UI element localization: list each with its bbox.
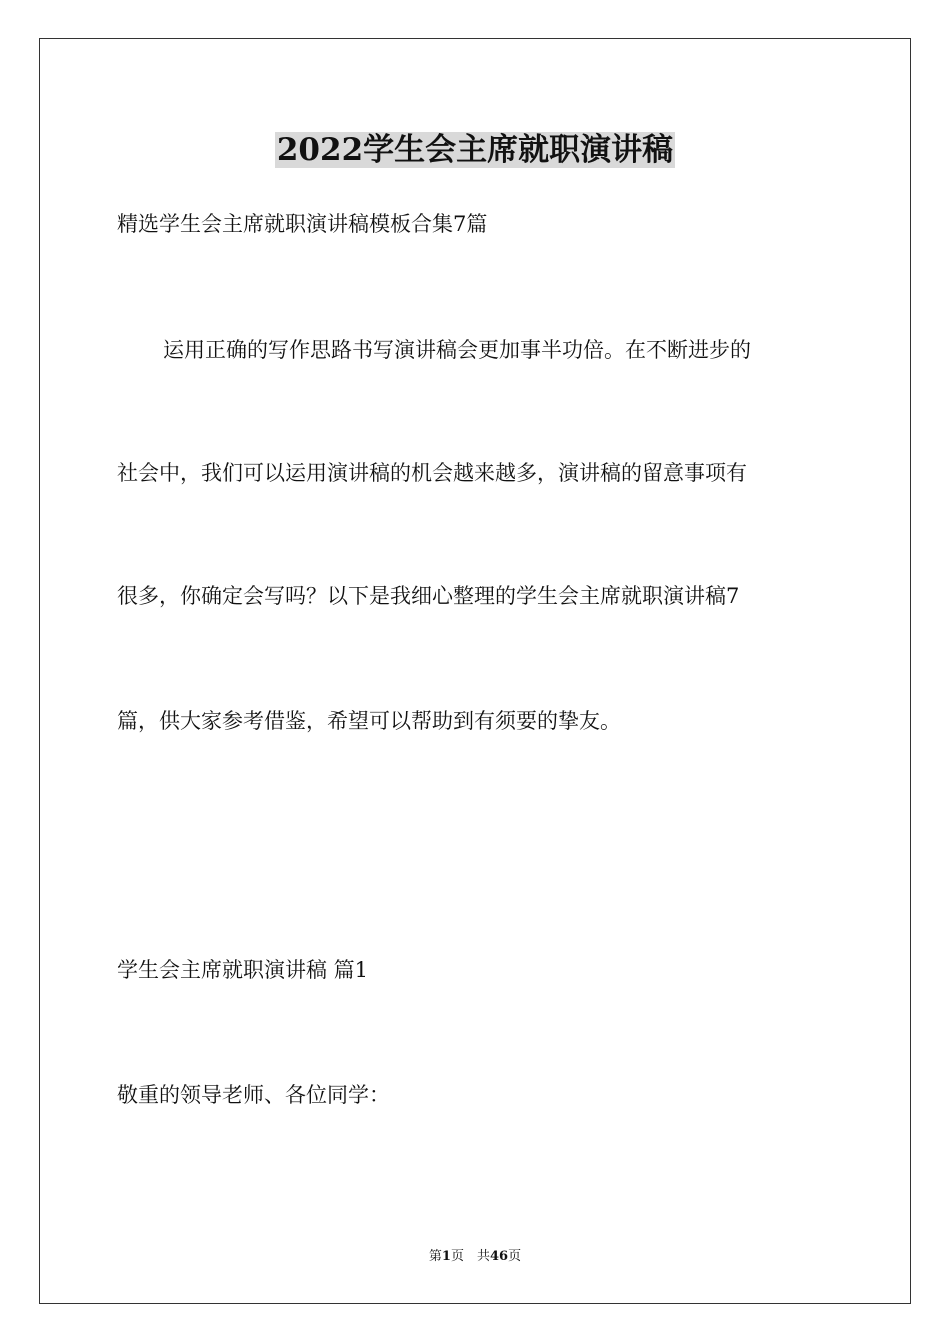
- intro-paragraph-line: 篇，供大家参考借鉴，希望可以帮助到有须要的挚友。: [117, 709, 621, 733]
- footer-total-suffix: 页: [508, 1249, 522, 1264]
- salutation: 敬重的领导老师、各位同学：: [117, 1083, 390, 1107]
- footer-page-suffix: 页 共: [450, 1249, 490, 1264]
- document-title-text: 2022学生会主席就职演讲稿: [276, 132, 674, 168]
- section-heading: 学生会主席就职演讲稿 篇1: [117, 958, 369, 982]
- intro-paragraph-line: 社会中，我们可以运用演讲稿的机会越来越多，演讲稿的留意事项有: [117, 461, 747, 485]
- document-title: [0, 128, 950, 172]
- page-footer: [0, 1248, 950, 1266]
- footer-total-pages: 46: [489, 1249, 509, 1264]
- intro-paragraph-line: 运用正确的写作思路书写演讲稿会更加事半功倍。在不断进步的: [163, 338, 751, 362]
- document-subtitle: 精选学生会主席就职演讲稿模板合集7篇: [117, 212, 488, 236]
- intro-paragraph-line: 很多，你确定会写吗？以下是我细心整理的学生会主席就职演讲稿7: [117, 584, 740, 608]
- footer-page-prefix: 第: [428, 1249, 442, 1264]
- footer-page-number: 1: [441, 1249, 451, 1264]
